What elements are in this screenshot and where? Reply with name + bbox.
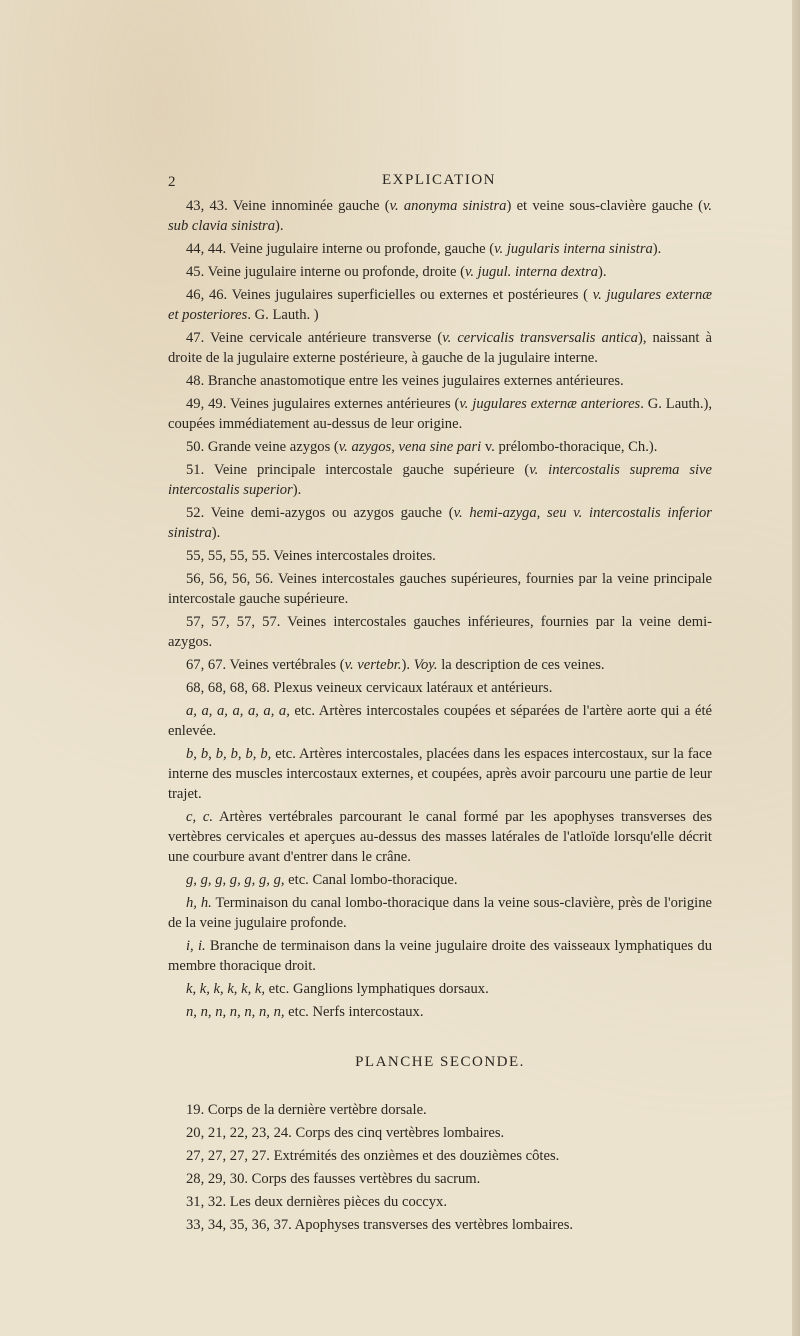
- latin-term: Voy.: [413, 657, 438, 673]
- legend-ref: 57, 57, 57, 57.: [186, 614, 281, 630]
- legend-ref: 45.: [186, 264, 205, 280]
- latin-term: v. jugulares externæ anteriores: [459, 396, 641, 412]
- legend-text: ), naissant à droite de la jugulaire externe postérieure, à gauche de la jugulaire interne.: [168, 330, 712, 366]
- legend-text: ).: [652, 241, 662, 257]
- legend-text: Grande veine azygos (: [204, 439, 339, 455]
- legend-entry: [168, 1215, 712, 1235]
- legend-ref: 28, 29, 30.: [186, 1171, 249, 1187]
- legend-text: etc. Ganglions lymphatiques dorsaux.: [265, 981, 489, 997]
- legend-entry: [168, 285, 712, 325]
- legend-ref: c, c.: [186, 809, 214, 825]
- page-body: [168, 196, 712, 1238]
- legend-entry: [168, 1146, 712, 1166]
- legend-text: etc. Canal lombo-thoracique.: [284, 872, 458, 888]
- legend-text: . G. Lauth. ): [247, 307, 319, 323]
- legend-entry: [168, 1100, 712, 1120]
- legend-ref: 49, 49.: [186, 396, 227, 412]
- legend-text: Corps des fausses vertèbres du sacrum.: [248, 1171, 481, 1187]
- legend-entry: [168, 893, 712, 933]
- legend-entry: [168, 870, 712, 890]
- legend-text: Artères vertébrales parcourant le canal formé par les apophyses transverses des vertèbres cervicales et aperçues au-dessus des masses latérales de l'atloïde lorsqu'elle décrit une courbure avant d'entrer dans le crâne.: [168, 809, 712, 865]
- legend-text: Corps de la dernière vertèbre dorsale.: [204, 1102, 427, 1118]
- legend-text: etc. Artères intercostales coupées et séparées de l'artère aorte qui a été enlevée.: [168, 703, 712, 739]
- legend-ref: 52.: [186, 505, 205, 521]
- legend-ref: 44, 44.: [186, 241, 227, 257]
- legend-entry: [168, 678, 712, 698]
- legend-entry: [168, 437, 712, 457]
- legend-text: ) et veine sous-clavière gauche (: [506, 198, 703, 214]
- legend-entry: [168, 979, 712, 999]
- latin-term: v. anonyma sinistra: [389, 198, 507, 214]
- running-head: EXPLICATION: [382, 172, 496, 188]
- legend-entry: [168, 701, 712, 741]
- legend-text: ).: [292, 482, 302, 498]
- legend-text: Veines intercostales gauches supérieures, fournies par la veine principale intercostale gauche supérieure.: [168, 571, 712, 607]
- legend-ref: 67, 67.: [186, 657, 227, 673]
- legend-ref: 68, 68, 68, 68.: [186, 680, 270, 696]
- legend-ref: g, g, g, g, g, g, g,: [186, 872, 285, 888]
- legend-text: Veines jugulaires externes antérieures (: [226, 396, 460, 412]
- legend-text: Veine jugulaire interne ou profonde, droite (: [204, 264, 465, 280]
- legend-ref: 43, 43.: [186, 198, 228, 214]
- latin-term: v. vertebr.: [344, 657, 402, 673]
- legend-text: Plexus veineux cervicaux latéraux et antérieurs.: [269, 680, 553, 696]
- latin-term: v. jugulares externæ et posteriores: [168, 287, 712, 323]
- legend-text: etc. Artères intercostales, placées dans les espaces intercostaux, sur la face interne des muscles intercostaux externes, et coupées, après avoir parcouru une partie de leur trajet.: [168, 746, 712, 802]
- legend-text: Branche de terminaison dans la veine jugulaire droite des vaisseaux lymphatiques du membre thoracique droit.: [168, 938, 712, 974]
- legend-entry: [168, 328, 712, 368]
- latin-term: v. sub clavia sinistra: [168, 198, 712, 234]
- legend-text: Branche anastomotique entre les veines jugulaires externes antérieures.: [204, 373, 624, 389]
- legend-text: ).: [275, 218, 284, 234]
- legend-ref: 27, 27, 27, 27.: [186, 1148, 270, 1164]
- legend-text: Les deux dernières pièces du coccyx.: [226, 1194, 447, 1210]
- legend-text: Veine innominée gauche (: [227, 198, 390, 214]
- legend-entry: [168, 239, 712, 259]
- legend-ref: k, k, k, k, k, k,: [186, 981, 265, 997]
- legend-ref: 51.: [186, 462, 205, 478]
- section-title: PLANCHE SECONDE.: [355, 1054, 525, 1070]
- legend-text: ).: [211, 525, 221, 541]
- legend-text: Veines jugulaires superficielles ou externes et postérieures (: [227, 287, 593, 303]
- legend-entry: [168, 371, 712, 391]
- legend-ref: 46, 46.: [186, 287, 228, 303]
- legend-list-plate-2: [168, 1100, 712, 1235]
- legend-entry: [168, 196, 712, 236]
- legend-ref: b, b, b, b, b, b,: [186, 746, 272, 762]
- legend-text: Veines vertébrales (: [226, 657, 345, 673]
- legend-text: Corps des cinq vertèbres lombaires.: [291, 1125, 505, 1141]
- legend-entry: [168, 744, 712, 804]
- legend-entry: [168, 1123, 712, 1143]
- legend-ref: 55, 55, 55, 55.: [186, 548, 270, 564]
- legend-ref: 31, 32.: [186, 1194, 227, 1210]
- legend-text: Terminaison du canal lombo-thoracique dans la veine sous-clavière, près de l'origine de la veine jugulaire profonde.: [168, 895, 712, 931]
- legend-entry: [168, 569, 712, 609]
- legend-text: etc. Nerfs intercostaux.: [284, 1004, 424, 1020]
- legend-list-plate-1: [168, 196, 712, 1022]
- latin-term: v. cervicalis transversalis antica: [442, 330, 638, 346]
- legend-ref: 56, 56, 56, 56.: [186, 571, 274, 587]
- legend-text: v. prélombo-thoracique, Ch.).: [481, 439, 658, 455]
- legend-text: Extrémités des onzièmes et des douzièmes côtes.: [269, 1148, 560, 1164]
- latin-term: v. jugularis interna sinistra: [494, 241, 653, 257]
- legend-entry: [168, 1002, 712, 1022]
- legend-ref: 33, 34, 35, 36, 37.: [186, 1217, 292, 1233]
- legend-ref: 48.: [186, 373, 205, 389]
- page-edge: [792, 0, 800, 1336]
- legend-text: Veine demi-azygos ou azygos gauche (: [204, 505, 454, 521]
- legend-text: ).: [598, 264, 607, 280]
- latin-term: v. jugul. interna dextra: [464, 264, 599, 280]
- legend-ref: a, a, a, a, a, a, a,: [186, 703, 290, 719]
- latin-term: v. hemi-azyga, seu v. intercostalis inferior sinistra: [168, 505, 712, 541]
- legend-ref: 47.: [186, 330, 205, 346]
- legend-text: la description de ces veines.: [437, 657, 605, 673]
- legend-text: Veine cervicale antérieure transverse (: [204, 330, 443, 346]
- legend-entry: [168, 460, 712, 500]
- legend-entry: [168, 262, 712, 282]
- legend-ref: n, n, n, n, n, n, n,: [186, 1004, 285, 1020]
- legend-text: ).: [401, 657, 414, 673]
- latin-term: v. intercostalis suprema sive intercostalis superior: [168, 462, 713, 498]
- legend-entry: [168, 394, 712, 434]
- legend-text: Veines intercostales droites.: [269, 548, 436, 564]
- legend-entry: [168, 1192, 712, 1212]
- legend-entry: [168, 655, 712, 675]
- legend-ref: h, h.: [186, 895, 212, 911]
- page-number: 2: [168, 174, 176, 190]
- legend-text: Apophyses transverses des vertèbres lombaires.: [291, 1217, 574, 1233]
- legend-ref: 20, 21, 22, 23, 24.: [186, 1125, 292, 1141]
- legend-entry: [168, 612, 712, 652]
- legend-entry: [168, 546, 712, 566]
- legend-ref: 50.: [186, 439, 205, 455]
- latin-term: v. azygos, vena sine pari: [338, 439, 482, 455]
- legend-entry: [168, 503, 712, 543]
- legend-ref: i, i.: [186, 938, 206, 954]
- legend-entry: [168, 1169, 712, 1189]
- legend-entry: [168, 807, 712, 867]
- legend-text: Veine jugulaire interne ou profonde, gauche (: [226, 241, 495, 257]
- legend-text: Veine principale intercostale gauche supérieure (: [204, 462, 530, 478]
- legend-text: Veines intercostales gauches inférieures, fournies par la veine demi-azygos.: [168, 614, 712, 650]
- legend-ref: 19.: [186, 1102, 205, 1118]
- legend-entry: [168, 936, 712, 976]
- legend-text: . G. Lauth.), coupées immédiatement au-dessus de leur origine.: [168, 396, 712, 432]
